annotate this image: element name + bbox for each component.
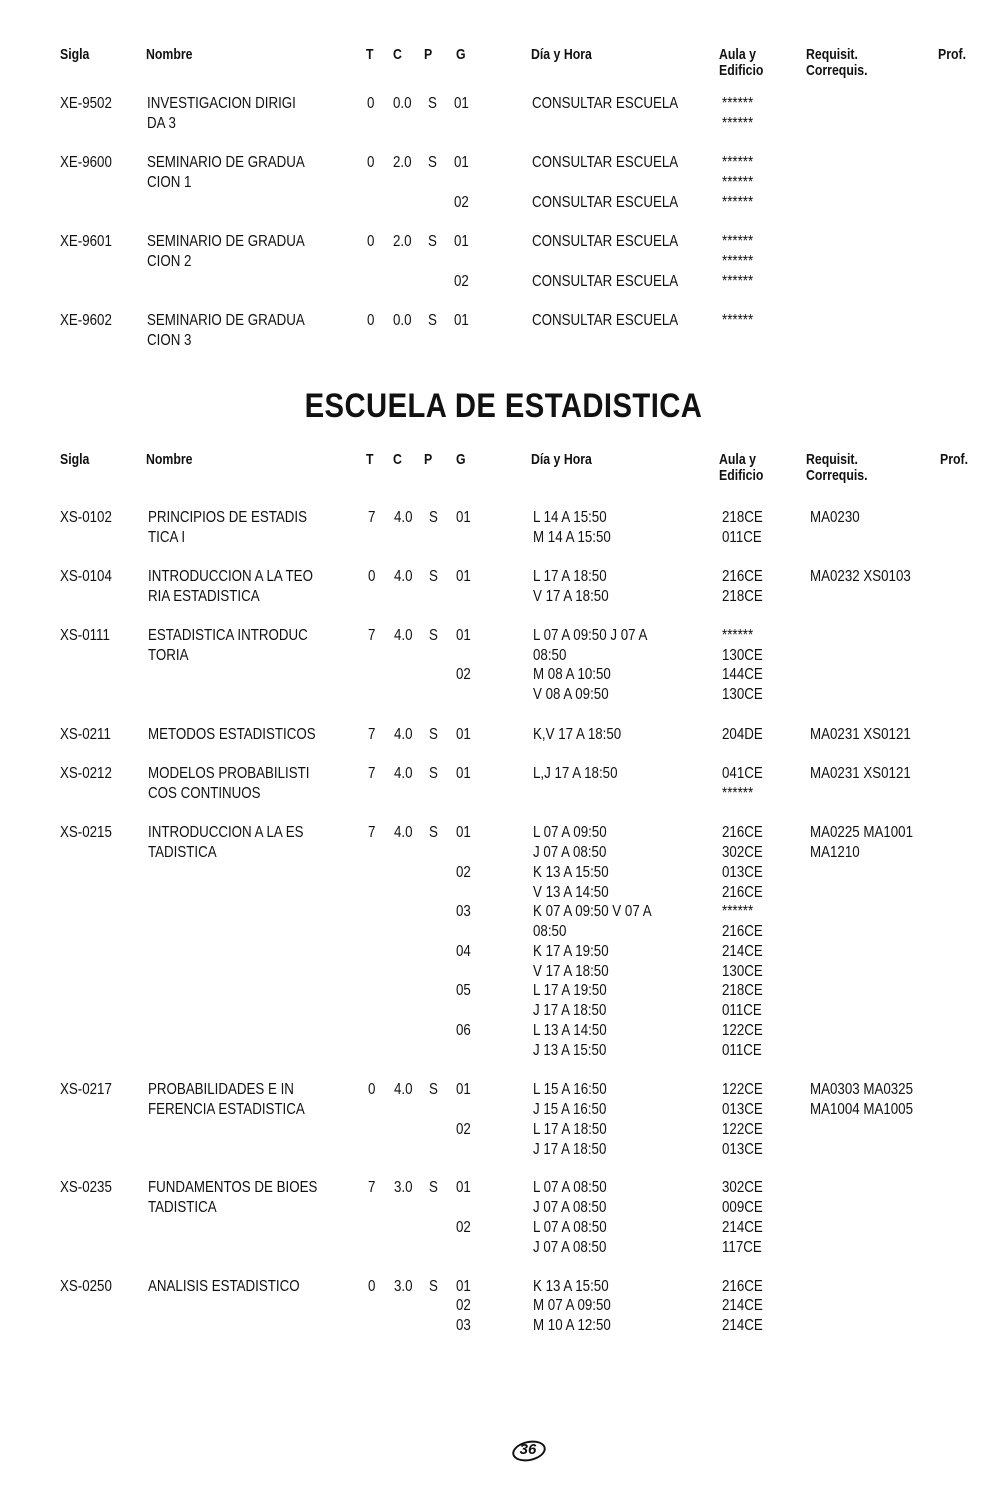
course-req: MA0303 MA0325 MA1004 MA1005: [810, 1081, 914, 1118]
group-dia-hora: CONSULTAR ESCUELA: [532, 194, 679, 211]
group-number: 02: [456, 1219, 471, 1236]
group-dia-hora: K,V 17 A 18:50: [533, 726, 622, 743]
group-aula: 013CE 216CE: [722, 864, 763, 901]
header-requisitos: Requisit. Correquis.: [806, 451, 868, 484]
group-aula: ****** 130CE: [722, 627, 763, 664]
course-sigla: XS-0217: [60, 1081, 112, 1098]
group-number: 01: [456, 627, 471, 644]
course-p: S: [429, 824, 438, 841]
course-t: 0: [367, 154, 375, 171]
group-aula: ****** ******: [722, 233, 754, 270]
group-dia-hora: L 17 A 19:50 J 17 A 18:50: [533, 982, 607, 1019]
header-nombre: Nombre: [146, 451, 193, 468]
group-dia-hora: L 14 A 15:50 M 14 A 15:50: [533, 509, 611, 546]
course-req: MA0231 XS0121: [810, 765, 911, 782]
course-nombre: SEMINARIO DE GRADUA CION 2: [147, 233, 305, 270]
group-aula: ****** ******: [722, 95, 754, 132]
group-number: 05: [456, 982, 471, 999]
course-c: 2.0: [393, 233, 412, 250]
header-dia-hora: Día y Hora: [531, 46, 592, 63]
group-aula: ****** 216CE: [722, 903, 763, 940]
course-p: S: [428, 154, 437, 171]
course-t: 0: [367, 312, 375, 329]
course-c: 0.0: [393, 312, 412, 329]
group-aula: ****** ******: [722, 154, 754, 191]
group-number: 02: [456, 666, 471, 683]
header-t: T: [366, 46, 374, 63]
course-nombre: FUNDAMENTOS DE BIOES TADISTICA: [148, 1179, 318, 1216]
group-aula: 218CE 011CE: [722, 509, 763, 546]
group-number: 01: [456, 1278, 471, 1295]
group-number: 03: [456, 903, 471, 920]
group-dia-hora: L 07 A 09:50 J 07 A 08:50: [533, 627, 648, 664]
group-number: 01: [454, 312, 469, 329]
course-t: 7: [368, 726, 376, 743]
group-number: 02: [456, 864, 471, 881]
course-p: S: [429, 1179, 438, 1196]
group-aula: 216CE: [722, 1278, 763, 1295]
course-sigla: XE-9502: [60, 95, 112, 112]
group-number: 01: [456, 1179, 471, 1196]
group-aula: 214CE 130CE: [722, 943, 763, 980]
course-sigla: XS-0102: [60, 509, 112, 526]
header-requisitos: Requisit. Correquis.: [806, 46, 868, 79]
group-aula: 204DE: [722, 726, 763, 743]
group-aula: 214CE 117CE: [722, 1219, 763, 1256]
header-c: C: [393, 46, 402, 63]
group-aula: ******: [722, 194, 754, 211]
course-sigla: XE-9602: [60, 312, 112, 329]
course-p: S: [429, 627, 438, 644]
course-c: 4.0: [394, 1081, 413, 1098]
group-aula: 214CE: [722, 1317, 763, 1334]
header-p: P: [424, 46, 433, 63]
course-p: S: [429, 765, 438, 782]
course-p: S: [429, 1081, 438, 1098]
group-number: 03: [456, 1317, 471, 1334]
group-dia-hora: L 07 A 08:50 J 07 A 08:50: [533, 1179, 607, 1216]
course-req: MA0231 XS0121: [810, 726, 911, 743]
group-dia-hora: CONSULTAR ESCUELA: [532, 154, 679, 171]
course-c: 4.0: [394, 627, 413, 644]
group-dia-hora: L 07 A 08:50 J 07 A 08:50: [533, 1219, 607, 1256]
group-aula: ******: [722, 273, 754, 290]
course-nombre: ESTADISTICA INTRODUC TORIA: [148, 627, 308, 664]
course-t: 7: [368, 1179, 376, 1196]
course-sigla: XS-0235: [60, 1179, 112, 1196]
group-aula: 041CE ******: [722, 765, 763, 802]
course-nombre: SEMINARIO DE GRADUA CION 3: [147, 312, 305, 349]
course-nombre: INTRODUCCION A LA TEO RIA ESTADISTICA: [148, 568, 313, 605]
group-dia-hora: L 15 A 16:50 J 15 A 16:50: [533, 1081, 607, 1118]
course-nombre: INVESTIGACION DIRIGI DA 3: [147, 95, 296, 132]
group-number: 01: [454, 233, 469, 250]
course-c: 4.0: [394, 824, 413, 841]
course-t: 0: [367, 95, 375, 112]
course-sigla: XS-0111: [60, 627, 110, 644]
group-aula: ******: [722, 312, 754, 329]
course-sigla: XS-0104: [60, 568, 112, 585]
course-t: 7: [368, 509, 376, 526]
course-c: 3.0: [394, 1278, 413, 1295]
group-dia-hora: K 07 A 09:50 V 07 A 08:50: [533, 903, 652, 940]
header-c: C: [393, 451, 402, 468]
group-number: 01: [456, 568, 471, 585]
course-nombre: INTRODUCCION A LA ES TADISTICA: [148, 824, 304, 861]
course-nombre: MODELOS PROBABILISTI COS CONTINUOS: [148, 765, 310, 802]
header-t: T: [366, 451, 374, 468]
course-t: 0: [368, 1278, 376, 1295]
group-aula: 216CE 218CE: [722, 568, 763, 605]
course-p: S: [429, 1278, 438, 1295]
group-aula: 144CE 130CE: [722, 666, 763, 703]
group-dia-hora: L 07 A 09:50 J 07 A 08:50: [533, 824, 607, 861]
group-aula: 122CE 013CE: [722, 1121, 763, 1158]
course-sigla: XE-9601: [60, 233, 112, 250]
header-g: G: [456, 46, 466, 63]
group-aula: 122CE 013CE: [722, 1081, 763, 1118]
course-p: S: [429, 509, 438, 526]
group-aula: 302CE 009CE: [722, 1179, 763, 1216]
section-title: ESCUELA DE ESTADISTICA: [304, 387, 703, 425]
course-c: 4.0: [394, 568, 413, 585]
course-sigla: XS-0250: [60, 1278, 112, 1295]
header-dia-hora: Día y Hora: [531, 451, 592, 468]
course-nombre: SEMINARIO DE GRADUA CION 1: [147, 154, 305, 191]
group-dia-hora: L 13 A 14:50 J 13 A 15:50: [533, 1022, 607, 1059]
group-number: 01: [454, 95, 469, 112]
group-aula: 214CE: [722, 1297, 763, 1314]
header-prof: Prof.: [938, 46, 967, 63]
course-nombre: PRINCIPIOS DE ESTADIS TICA I: [148, 509, 308, 546]
header-nombre: Nombre: [146, 46, 193, 63]
course-c: 2.0: [393, 154, 412, 171]
group-number: 06: [456, 1022, 471, 1039]
course-t: 0: [367, 233, 375, 250]
course-c: 0.0: [393, 95, 412, 112]
group-number: 01: [456, 824, 471, 841]
group-dia-hora: CONSULTAR ESCUELA: [532, 312, 679, 329]
course-sigla: XS-0211: [60, 726, 111, 743]
course-t: 7: [368, 824, 376, 841]
group-number: 01: [454, 154, 469, 171]
group-dia-hora: CONSULTAR ESCUELA: [532, 95, 679, 112]
course-t: 7: [368, 765, 376, 782]
group-number: 01: [456, 726, 471, 743]
course-sigla: XS-0215: [60, 824, 112, 841]
course-sigla: XE-9600: [60, 154, 112, 171]
course-nombre: ANALISIS ESTADISTICO: [148, 1278, 300, 1295]
course-c: 4.0: [394, 726, 413, 743]
course-t: 0: [368, 1081, 376, 1098]
course-p: S: [428, 95, 437, 112]
group-number: 02: [454, 194, 469, 211]
course-t: 0: [368, 568, 376, 585]
group-dia-hora: M 08 A 10:50 V 08 A 09:50: [533, 666, 611, 703]
group-aula: 218CE 011CE: [722, 982, 763, 1019]
page-number: [508, 1439, 548, 1461]
header-g: G: [456, 451, 466, 468]
page-number-text: 36: [519, 1441, 537, 1458]
course-p: S: [428, 312, 437, 329]
course-p: S: [428, 233, 437, 250]
course-c: 4.0: [394, 765, 413, 782]
group-aula: 216CE 302CE: [722, 824, 763, 861]
course-c: 4.0: [394, 509, 413, 526]
group-number: 01: [456, 509, 471, 526]
course-c: 3.0: [394, 1179, 413, 1196]
group-dia-hora: L,J 17 A 18:50: [533, 765, 618, 782]
course-p: S: [429, 726, 438, 743]
course-nombre: PROBABILIDADES E IN FERENCIA ESTADISTICA: [148, 1081, 305, 1118]
group-dia-hora: L 17 A 18:50 V 17 A 18:50: [533, 568, 609, 605]
group-number: 02: [456, 1297, 471, 1314]
course-nombre: METODOS ESTADISTICOS: [148, 726, 316, 743]
header-sigla: Sigla: [60, 451, 90, 468]
group-dia-hora: CONSULTAR ESCUELA: [532, 233, 679, 250]
group-dia-hora: K 17 A 19:50 V 17 A 18:50: [533, 943, 609, 980]
group-number: 01: [456, 1081, 471, 1098]
course-req: MA0232 XS0103: [810, 568, 911, 585]
group-dia-hora: CONSULTAR ESCUELA: [532, 273, 679, 290]
course-t: 7: [368, 627, 376, 644]
header-prof: Prof.: [940, 451, 969, 468]
group-number: 02: [454, 273, 469, 290]
group-dia-hora: K 13 A 15:50 V 13 A 14:50: [533, 864, 609, 901]
group-aula: 122CE 011CE: [722, 1022, 763, 1059]
group-number: 02: [456, 1121, 471, 1138]
course-sigla: XS-0212: [60, 765, 112, 782]
header-aula: Aula y Edificio: [719, 46, 764, 79]
group-dia-hora: M 10 A 12:50: [533, 1317, 611, 1334]
header-aula: Aula y Edificio: [719, 451, 764, 484]
group-dia-hora: K 13 A 15:50: [533, 1278, 609, 1295]
group-number: 04: [456, 943, 471, 960]
header-sigla: Sigla: [60, 46, 90, 63]
course-req: MA0230: [810, 509, 860, 526]
group-dia-hora: M 07 A 09:50: [533, 1297, 611, 1314]
course-req: MA0225 MA1001 MA1210: [810, 824, 914, 861]
group-number: 01: [456, 765, 471, 782]
header-p: P: [424, 451, 433, 468]
group-dia-hora: L 17 A 18:50 J 17 A 18:50: [533, 1121, 607, 1158]
course-p: S: [429, 568, 438, 585]
